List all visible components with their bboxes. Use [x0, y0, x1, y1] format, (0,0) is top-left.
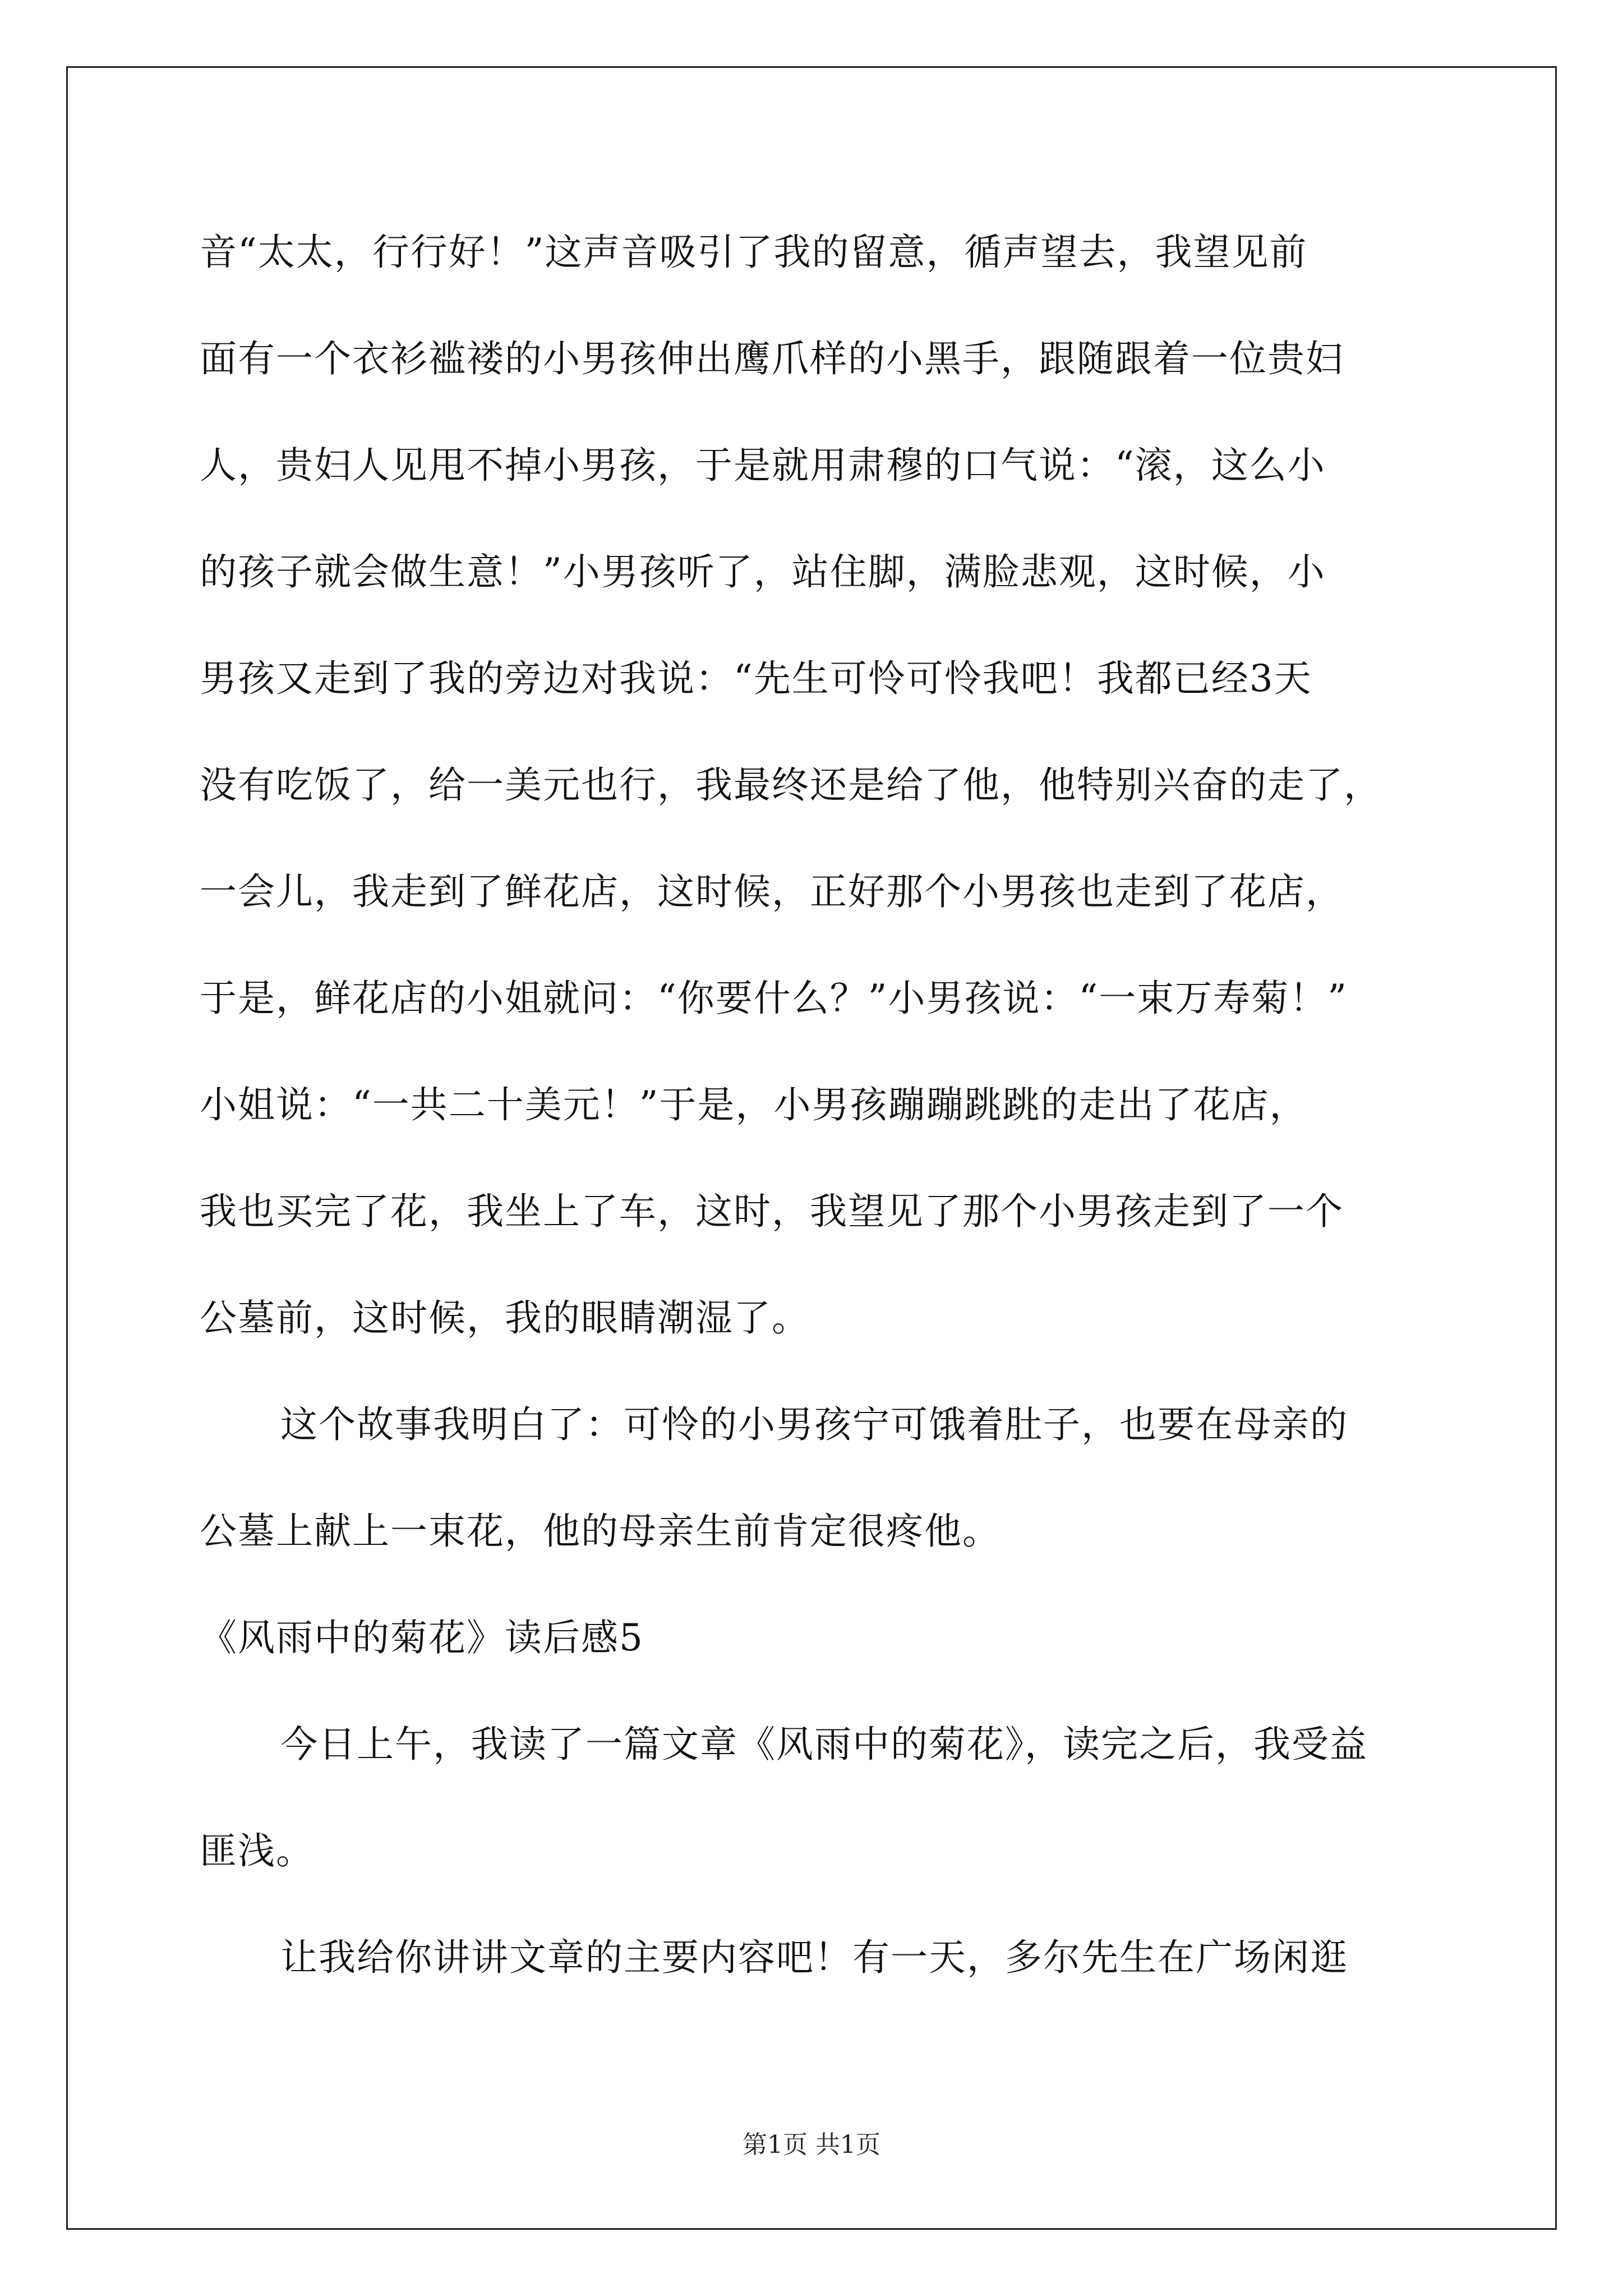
paragraph-start-line: 让我给你讲讲文章的主要内容吧！有一天，多尔先生在广场闲逛 — [280, 1936, 1348, 1979]
text-line: 我也买完了花，我坐上了车，这时，我望见了那个小男孩走到了一个 — [200, 1190, 1344, 1233]
text-line: 的孩子就会做生意！”小男孩听了，站住脚，满脸悲观，这时候，小 — [200, 550, 1326, 593]
page-footer: 第1页 共1页 — [743, 2131, 880, 2159]
text-line: 人，贵妇人见甩不掉小男孩，于是就用肃穆的口气说：“滚，这么小 — [200, 444, 1326, 487]
paragraph-start-line: 今日上午，我读了一篇文章《风雨中的菊花》，读完之后，我受益 — [280, 1723, 1368, 1766]
text-line: 公墓上献上一束花，他的母亲生前肯定很疼他。 — [200, 1510, 1000, 1553]
text-line: 一会儿，我走到了鲜花店，这时候，正好那个小男孩也走到了花店， — [200, 870, 1344, 913]
text-line: 男孩又走到了我的旁边对我说：“先生可怜可怜我吧！我都已经3天 — [200, 657, 1312, 700]
text-line: 于是，鲜花店的小姐就问：“你要什么？”小男孩说：“一束万寿菊！” — [200, 977, 1348, 1020]
paragraph-start-line: 这个故事我明白了：可怜的小男孩宁可饿着肚子，也要在母亲的 — [280, 1403, 1348, 1446]
page-border — [66, 66, 1557, 2230]
text-line: 小姐说：“一共二十美元！”于是，小男孩蹦蹦跳跳的走出了花店， — [200, 1083, 1308, 1126]
text-line: 匪浅。 — [200, 1829, 314, 1872]
section-heading: 《风雨中的菊花》读后感5 — [200, 1616, 644, 1659]
text-line: 没有吃饭了，给一美元也行，我最终还是给了他，他特别兴奋的走了， — [200, 763, 1382, 807]
text-line: 公墓前，这时候，我的眼睛潮湿了。 — [200, 1296, 810, 1340]
text-line: 音“太太，行行好！”这声音吸引了我的留意，循声望去，我望见前 — [200, 231, 1308, 274]
text-line: 面有一个衣衫褴褛的小男孩伸出鹰爪样的小黑手，跟随跟着一位贵妇 — [200, 337, 1344, 380]
